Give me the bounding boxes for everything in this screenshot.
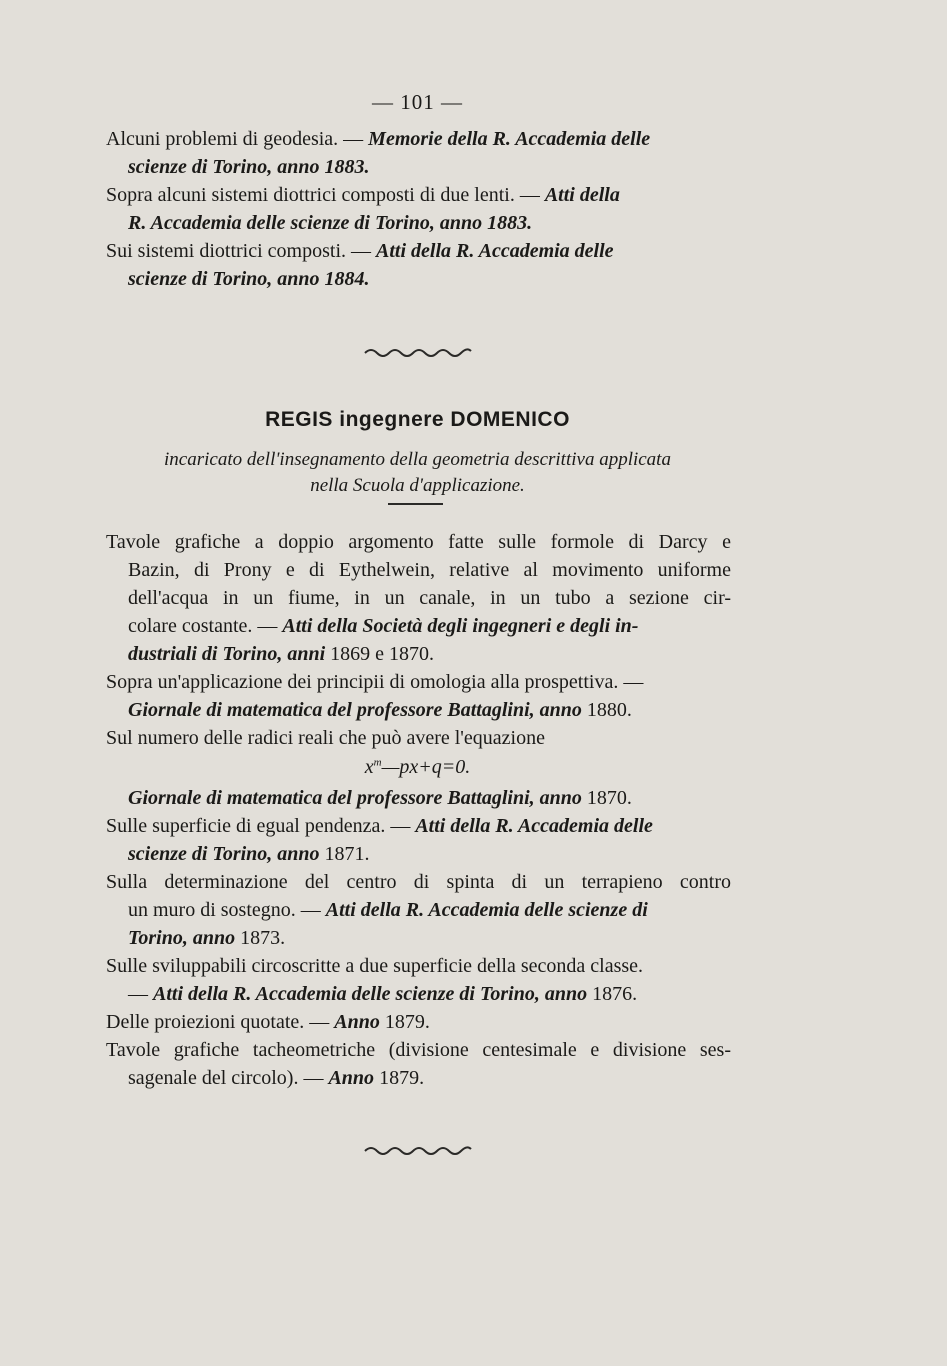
entry-year: 1880. [586, 699, 632, 721]
equation [0, 756, 835, 779]
entry-text: un muro di sostegno. — [128, 899, 321, 921]
entry-source: R. Accademia delle scienze di Torino, anno 1883. [128, 212, 533, 234]
entry-year: 1879. [379, 1067, 425, 1089]
equation-rest: —px+q=0. [381, 756, 471, 778]
entry-line [106, 181, 731, 209]
entry-source: scienze di Torino, anno 1884. [128, 268, 370, 290]
entry-line [106, 125, 731, 153]
entry-line [128, 980, 731, 1008]
entry-line: Sul numero delle radici reali che può avere l'equazione [106, 727, 545, 749]
entry-text: — [128, 983, 148, 1005]
entry-source: Atti della R. Accademia delle scienze di [325, 899, 648, 921]
entry-text: Sopra alcuni sistemi diottrici composti di due lenti. — [106, 184, 540, 206]
entry-line: Tavole grafiche tacheometriche (divisione centesimale e divisione ses- [106, 1039, 731, 1061]
entry-line: Sopra un'applicazione dei principii di omologia alla prospettiva. — [106, 671, 644, 693]
entry-line [128, 153, 731, 181]
author-subtitle: incaricato dell'insegnamento della geometria descrittiva applicata [164, 449, 671, 470]
entry-source: Atti della R. Accademia delle [376, 240, 614, 262]
entry-source: Atti della Società degli ingegneri e degli in- [282, 615, 639, 637]
entry-line [128, 896, 731, 924]
entry-line [106, 812, 731, 840]
entry-source: Atti della R. Accademia delle [415, 815, 653, 837]
entry-line: dell'acqua in un fiume, in un canale, in un tubo a sezione cir- [128, 587, 731, 609]
ornament-divider [0, 1143, 835, 1162]
entry-text: Delle proiezioni quotate. — [106, 1011, 330, 1033]
entry-source: Anno [328, 1067, 375, 1089]
entry-year: 1870. [586, 787, 632, 809]
entry-year: 1869 e 1870. [330, 643, 435, 665]
entry-line: Sulle sviluppabili circoscritte a due superficie della seconda classe. [106, 955, 644, 977]
entry-source: Memorie della R. Accademia delle [368, 128, 651, 150]
entry-line: Tavole grafiche a doppio argomento fatte sulle formole di Darcy e [106, 531, 731, 553]
entry-source: Atti della R. Accademia delle scienze di Torino, anno [153, 983, 588, 1005]
wave-ornament-icon [363, 345, 473, 359]
page-number: — 101 — [372, 90, 463, 114]
entry-line: Bazin, di Prony e di Eythelwein, relative al movimento uniforme [128, 559, 731, 581]
wave-ornament-icon [363, 1143, 473, 1157]
author-heading: REGIS ingegnere DOMENICO [265, 408, 570, 431]
entry-text: sagenale del circolo). — [128, 1067, 324, 1089]
entry-text: Alcuni problemi di geodesia. — [106, 128, 364, 150]
entry-year: 1871. [324, 843, 370, 865]
entry-line [128, 840, 731, 868]
entry-source: scienze di Torino, anno [128, 843, 320, 865]
entry-year: 1876. [592, 983, 638, 1005]
entry-text: Sui sistemi diottrici composti. — [106, 240, 371, 262]
entry-line [106, 1008, 731, 1036]
entry-text: Sulle superficie di egual pendenza. — [106, 815, 411, 837]
entry-line [128, 924, 731, 952]
entry-line [128, 612, 731, 640]
entry-line [128, 696, 731, 724]
entry-year: 1879. [384, 1011, 430, 1033]
entry-source: Giornale di matematica del professore Battaglini, anno [128, 787, 582, 809]
entry-source: scienze di Torino, anno 1883. [128, 156, 370, 178]
entry-source: Anno [334, 1011, 380, 1033]
ornament-divider [0, 345, 835, 364]
entry-line [128, 640, 731, 668]
equation-exponent: m [373, 756, 382, 769]
entry-source: dustriali di Torino, anni [128, 643, 326, 665]
entry-line [128, 209, 731, 237]
heading-rule [388, 503, 443, 505]
entry-source: Giornale di matematica del professore Battaglini, anno [128, 699, 582, 721]
author-subtitle: nella Scuola d'applicazione. [310, 475, 525, 496]
entry-line: Sulla determinazione del centro di spinta di un terrapieno contro [106, 871, 731, 893]
entry-line [128, 1064, 731, 1092]
entry-text: colare costante. — [128, 615, 278, 637]
entry-line [128, 784, 731, 812]
entry-line [106, 237, 731, 265]
entry-source: Atti della [544, 184, 620, 206]
equation-variable: x [364, 756, 374, 778]
entry-source: Torino, anno [128, 927, 236, 949]
entry-year: 1873. [240, 927, 286, 949]
entry-line [128, 265, 731, 293]
